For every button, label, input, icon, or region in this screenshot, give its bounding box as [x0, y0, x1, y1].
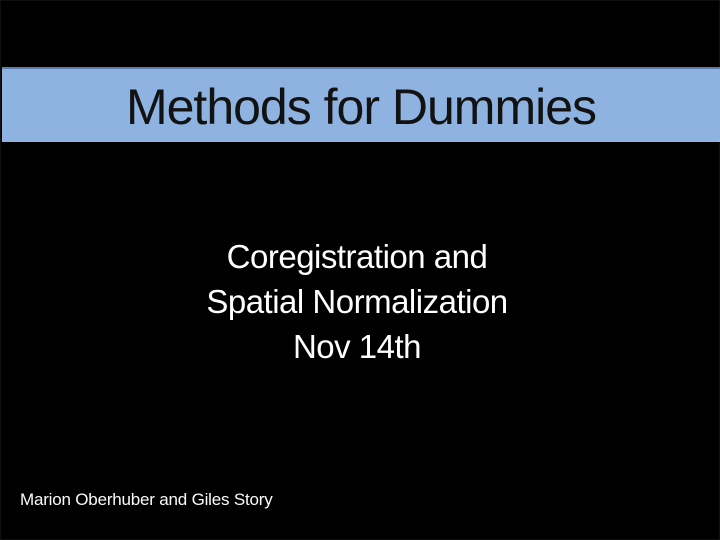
subtitle-line-3: Nov 14th — [292, 328, 422, 365]
subtitle-block — [0, 234, 717, 369]
subtitle-line-2: Spatial Normalization — [206, 283, 508, 320]
slide-title: Methods for Dummies — [125, 78, 597, 135]
title-banner — [2, 67, 720, 142]
credit-line: Marion Oberhuber and Giles Story — [20, 490, 273, 509]
subtitle-line-1: Coregistration and — [226, 238, 488, 275]
